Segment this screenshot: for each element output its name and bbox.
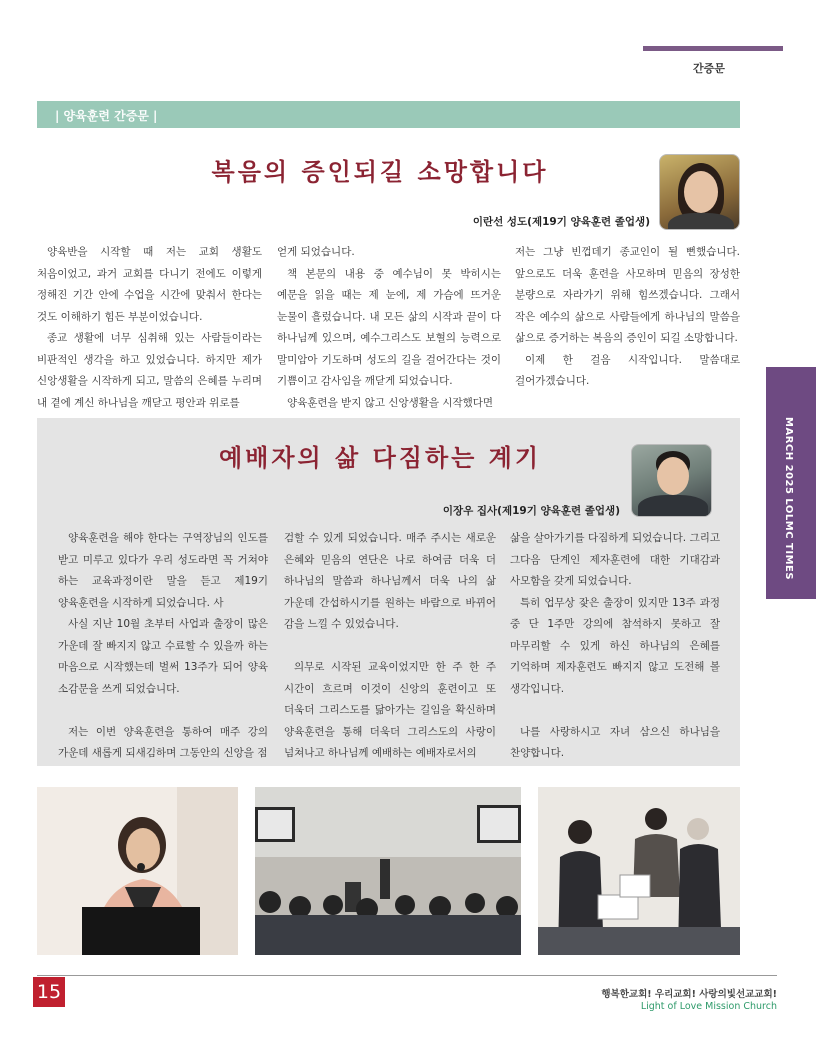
paragraph: 의무로 시작된 교육이었지만 한 주 한 주 시간이 흐르며 이것이 신앙의 훈련이고 또 더욱더 그리스도를 닮아가는 길임을 확신하며 양육훈련을 통해 더욱더 그리스도의 사랑이 넘쳐나고 하나님께 예배하는 예배자로서의 bbox=[284, 661, 496, 759]
paragraph: 양육훈련을 해야 한다는 구역장님의 인도를 받고 미루고 있다가 우리 성도라면 꼭 거쳐야 하는 교육과정이란 말을 듣고 제19기 양육훈련을 시작하게 되었습니다. 사 bbox=[58, 532, 268, 609]
article2-title: 예배자의 삶 다짐하는 계기 bbox=[218, 443, 542, 472]
article2-author: 이장우 집사(제19기 양육훈련 졸업생) bbox=[442, 505, 620, 517]
paragraph: 종교 생활에 너무 심취해 있는 사람들이라는 비판적인 생각을 하고 있었습니다. 하지만 제가 신앙생활을 시작하게 되고, 말씀의 은혜를 누리며 내 곁에 계신 하나님을 깨닫고 평안과 위로를 bbox=[37, 332, 262, 409]
category-band bbox=[37, 101, 740, 128]
page-number: 15 bbox=[33, 977, 65, 1007]
article2-column-3 bbox=[510, 528, 720, 765]
speaker-photo bbox=[37, 787, 238, 955]
footer-motto: 행복한교회! 우리교회! 사랑의빛선교교회! bbox=[601, 989, 777, 1000]
paragraph: 사실 지난 10월 초부터 사업과 출장이 많은 가운데 잘 빠지지 않고 수료할 수 있을까 하는 마음으로 시작했는데 벌써 13주가 되어 양육 소감문을 쓰게 되었습니다. bbox=[58, 618, 268, 695]
ceremony-photo bbox=[538, 787, 740, 955]
article1-title: 복음의 증인되길 소망합니다 bbox=[211, 157, 549, 186]
paragraph: 이제 한 걸음 시작입니다. 말씀대로 걸어가겠습니다. bbox=[515, 353, 740, 387]
paragraph: 나를 사랑하시고 자녀 삼으신 하나님을 찬양합니다. bbox=[510, 725, 720, 759]
article1-author: 이란선 성도(제19기 양육훈련 졸업생) bbox=[472, 216, 650, 228]
paragraph: 특히 업무상 잦은 출장이 있지만 13주 과정 중 단 1주만 강의에 참석하지 못하고 잘 마무리할 수 있게 하신 하나님의 은혜를 기억하며 제자훈련도 빠지지 않고 도전해 볼 생각입니다. bbox=[510, 596, 720, 695]
article1-column-3 bbox=[515, 242, 740, 393]
paragraph: 책 본문의 내용 중 예수님이 못 박히시는 예문을 읽을 때는 제 눈에, 제 가슴에 뜨거운 눈물이 흘렀습니다. 내 모든 삶의 시작과 끝이 다 하나님께 있으며, 예수그리스도 보혈의 능력으로 말미암아 기도하며 성도의 길을 걸어간다는 것이 기쁨이고 감사임을 깨닫게 되었습니다. bbox=[277, 267, 501, 387]
paragraph: 검할 수 있게 되었습니다. 매주 주시는 새로운 은혜와 믿음의 연단은 나로 하여금 더욱 더 하나님의 말씀과 하나님께서 더욱 나의 삶 가운데 간섭하시기를 원하는 바람으로 바뀌어 감을 느낄 수 있었습니다. bbox=[284, 532, 496, 630]
paragraph: 삶을 살아가기를 다짐하게 되었습니다. 그리고 그다음 단계인 제자훈련에 대한 기대감과 사모함을 갖게 되었습니다. bbox=[510, 532, 720, 587]
footer-rule bbox=[37, 975, 777, 976]
article1-author-photo bbox=[659, 154, 740, 230]
paragraph: 양육반을 시작할 때 저는 교회 생활도 처음이었고, 과거 교회를 다니기 전에도 이렇게 정해진 기간 안에 수업을 시간에 맞춰서 한다는 것도 이해하기 힘든 부분이었습니다. bbox=[37, 246, 262, 323]
auditorium-photo bbox=[255, 787, 521, 955]
paragraph: 얻게 되었습니다. bbox=[277, 246, 355, 258]
top-accent-bar bbox=[643, 46, 783, 51]
article2-author-photo bbox=[631, 444, 712, 517]
article2-column-2 bbox=[284, 528, 496, 765]
issue-side-tab-label: MARCH 2025 LOLMC TIMES bbox=[783, 417, 794, 581]
article1-column-2 bbox=[277, 242, 501, 414]
footer-church-name: Light of Love Mission Church bbox=[640, 1001, 777, 1012]
article2-column-1 bbox=[58, 528, 268, 765]
category-band-label: | 양육훈련 간증문 | bbox=[55, 109, 158, 123]
paragraph: 저는 이번 양육훈련을 통하여 매주 강의 가운데 새롭게 되새김하며 그동안의 신앙을 점 bbox=[58, 725, 268, 759]
issue-side-tab bbox=[766, 367, 816, 599]
paragraph: 저는 그냥 빈껍데기 종교인이 될 뻔했습니다. 앞으로도 더욱 훈련을 사모하며 믿음의 장성한 분량으로 자라가기 위해 힘쓰겠습니다. 그래서 작은 예수의 삶으로 사람들에게 하나님의 말씀을 삶으로 증거하는 복음의 증인이 되길 소망합니다. bbox=[515, 246, 740, 344]
section-tag: 간증문 bbox=[693, 62, 725, 75]
article1-column-1 bbox=[37, 242, 262, 414]
paragraph: 양육훈련을 받지 않고 신앙생활을 시작했다면 bbox=[287, 396, 494, 409]
